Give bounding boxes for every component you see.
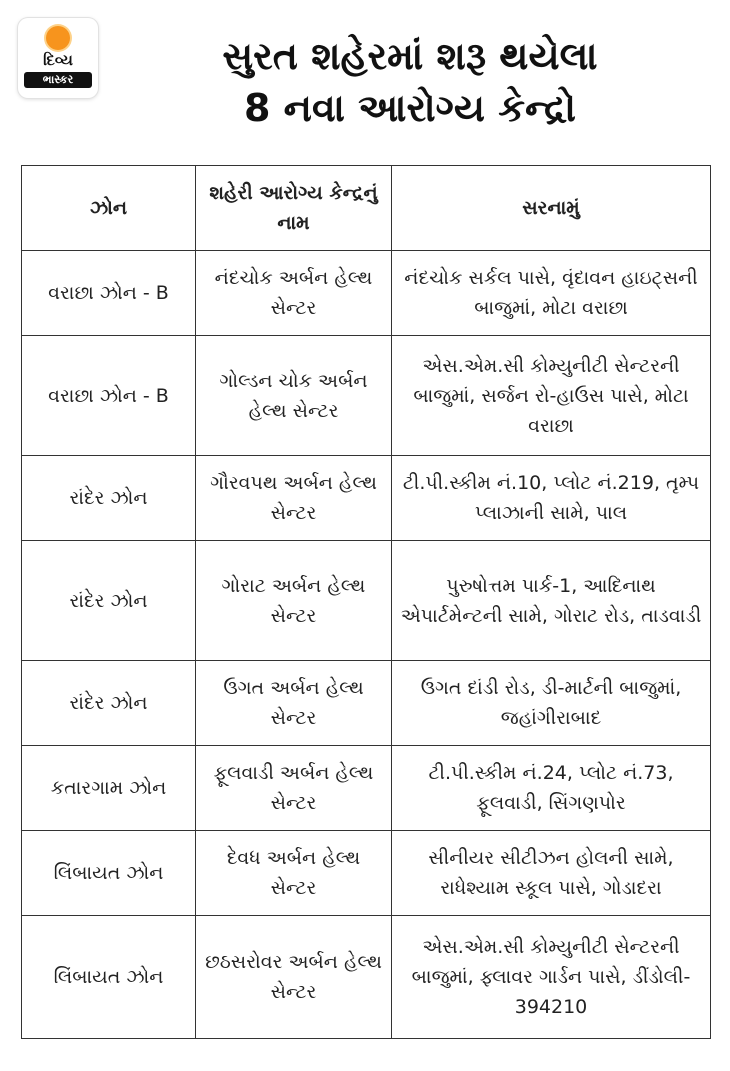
page-title	[110, 30, 710, 134]
cell-address: ઉગત દાંડી રોડ, ડી-માર્ટની બાજુમાં, જહાંગીરાબાદ	[392, 661, 711, 746]
cell-center-name: છઠસરોવર અર્બન હેલ્થ સેન્ટર	[196, 916, 392, 1039]
cell-address: એસ.એમ.સી કોમ્યુનીટી સેન્ટરની બાજુમાં, સર્જન રો-હાઉસ પાસે, મોટા વરાછા	[392, 336, 711, 456]
title-line2: 8 નવા આરોગ્ય કેન્દ્રો	[243, 86, 577, 130]
logo-line1: દિવ્ય	[43, 51, 73, 69]
health-centers-table	[21, 165, 711, 1039]
cell-zone: કતારગામ ઝોન	[22, 746, 196, 831]
cell-address: સીનીયર સીટીઝન હોલની સામે, રાધેશ્યામ સ્કૂલ પાસે, ગોડાદરા	[392, 831, 711, 916]
cell-center-name: ગોલ્ડન ચોક અર્બન હેલ્થ સેન્ટર	[196, 336, 392, 456]
header-address: સરનામું	[392, 166, 711, 251]
table-row	[22, 456, 711, 541]
cell-address: નંદચોક સર્કલ પાસે, વૃંદાવન હાઇટ્સની બાજુમાં, મોટા વરાછા	[392, 251, 711, 336]
cell-address: પુરુષોત્તમ પાર્ક-1, આદિનાથ એપાર્ટમેન્ટની સામે, ગોરાટ રોડ, તાડવાડી	[392, 541, 711, 661]
cell-center-name: ફૂલવાડી અર્બન હેલ્થ સેન્ટર	[196, 746, 392, 831]
table-row	[22, 746, 711, 831]
title-line1: સુરત શહેરમાં શરૂ થયેલા	[222, 34, 598, 78]
cell-zone: વરાછા ઝોન - B	[22, 251, 196, 336]
header-zone: ઝોન	[22, 166, 196, 251]
table-row	[22, 661, 711, 746]
table-row	[22, 831, 711, 916]
table-row	[22, 916, 711, 1039]
cell-center-name: ગોરાટ અર્બન હેલ્થ સેન્ટર	[196, 541, 392, 661]
cell-center-name: દેવધ અર્બન હેલ્થ સેન્ટર	[196, 831, 392, 916]
cell-address: એસ.એમ.સી કોમ્યુનીટી સેન્ટરની બાજુમાં, ફ્લાવર ગાર્ડન પાસે, ડીંડોલી- 394210	[392, 916, 711, 1039]
table-row	[22, 541, 711, 661]
cell-center-name: ગૌરવપથ અર્બન હેલ્થ સેન્ટર	[196, 456, 392, 541]
header-center-name: શહેરી આરોગ્ય કેન્દ્રનું નામ	[196, 166, 392, 251]
cell-zone: વરાછા ઝોન - B	[22, 336, 196, 456]
logo-line2: ભાસ્કર	[24, 72, 92, 88]
cell-center-name: ઉગત અર્બન હેલ્થ સેન્ટર	[196, 661, 392, 746]
table-row	[22, 251, 711, 336]
table-row	[22, 336, 711, 456]
sun-icon	[46, 26, 70, 50]
cell-zone: લિંબાયત ઝોન	[22, 916, 196, 1039]
cell-zone: રાંદેર ઝોન	[22, 456, 196, 541]
cell-address: ટી.પી.સ્કીમ નં.24, પ્લોટ નં.73, ફૂલવાડી, સિંગણપોર	[392, 746, 711, 831]
cell-zone: રાંદેર ઝોન	[22, 541, 196, 661]
divya-bhaskar-logo	[18, 18, 98, 98]
cell-address: ટી.પી.સ્કીમ નં.10, પ્લોટ નં.219, તૃમ્પ પ્લાઝાની સામે, પાલ	[392, 456, 711, 541]
cell-zone: રાંદેર ઝોન	[22, 661, 196, 746]
cell-zone: લિંબાયત ઝોન	[22, 831, 196, 916]
cell-center-name: નંદચોક અર્બન હેલ્થ સેન્ટર	[196, 251, 392, 336]
table-header-row	[22, 166, 711, 251]
